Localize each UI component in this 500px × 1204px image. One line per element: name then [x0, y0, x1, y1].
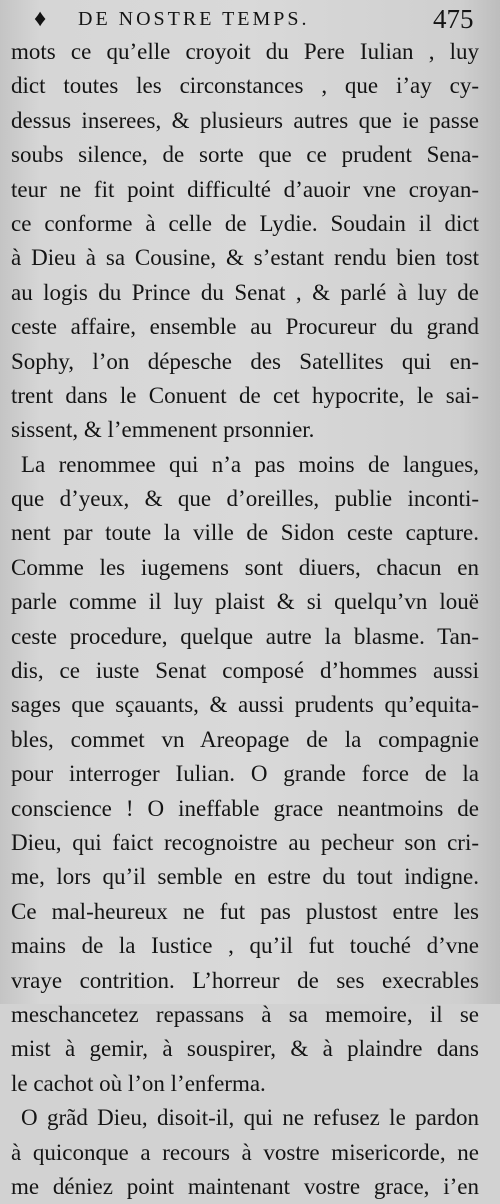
text-line: me déniez point maintenant vostre grace, i’en: [11, 1173, 479, 1199]
text-line: ce conforme à celle de Lydie. Soudain il dict: [11, 210, 479, 236]
paragraph-2: [11, 448, 479, 1101]
text-line: meschancetez repassans à sa memoire, il se: [11, 1001, 479, 1027]
running-title: DE NOSTRE TEMPS.: [78, 8, 310, 30]
text-line: sissent, & l’emmenent prsonnier.: [11, 417, 315, 443]
text-line: trent dans le Conuent de cet hypocrite, le sai-: [11, 382, 479, 408]
text-line: La renommee qui n’a pas moins de langues,: [21, 451, 479, 477]
text-line: que d’yeux, & que d’oreilles, publie inconti-: [11, 486, 479, 512]
text-line: dis, ce iuste Senat composé d’hommes aussi: [11, 658, 479, 684]
text-line: pour interroger Iulian. O grande force de la: [11, 761, 479, 787]
text-line: à quiconque a recours à vostre misericorde, ne: [11, 1139, 479, 1165]
text-line: mains de la Iustice , qu’il fut touché d’vne: [11, 933, 479, 959]
text-line: Dieu, qui faict recognoistre au pecheur son cri-: [11, 829, 479, 855]
text-line: bles, commet vn Areopage de la compagnie: [11, 726, 479, 752]
text-line: ceste affaire, ensemble au Procureur du grand: [11, 314, 479, 340]
paragraph-1: [11, 35, 479, 448]
text-line: mots ce qu’elle croyoit du Pere Iulian , luy: [11, 39, 479, 64]
page-number: 475: [433, 4, 474, 34]
running-header: [0, 4, 500, 38]
body-text: [11, 35, 479, 1204]
text-line: ceste procedure, quelque autre la blasme. Tan-: [11, 623, 479, 649]
text-line: à Dieu à sa Cousine, & s’estant rendu bien tost: [11, 245, 479, 271]
text-line: au logis du Prince du Senat , & parlé à luy de: [11, 279, 479, 305]
text-line: Comme les iugemens sont diuers, chacun en: [11, 554, 479, 580]
text-line: sages que sçauants, & aussi prudents qu’equita-: [11, 692, 479, 718]
text-line: parle comme il luy plaist & si quelqu’vn louë: [11, 589, 479, 615]
text-line: O grãd Dieu, disoit-il, qui ne refusez le pardon: [21, 1105, 479, 1131]
text-line: Ce mal-heureux ne fut pas plustost entre les: [11, 898, 479, 924]
text-line: dessus inserees, & plusieurs autres que ie passe: [11, 107, 479, 133]
text-line: Sophy, l’on dépesche des Satellites qui en-: [11, 348, 479, 374]
text-line: mist à gemir, à souspirer, & à plaindre dans: [11, 1036, 479, 1062]
text-line: dict toutes les circonstances , que i’ay cy-: [11, 73, 479, 99]
text-line: teur ne fit point difficulté d’auoir vne croyan-: [11, 176, 479, 202]
text-line: conscience ! O ineffable grace neantmoins de: [11, 795, 479, 821]
paragraph-3: [11, 1101, 479, 1204]
header-ornament: ♦: [34, 6, 47, 32]
text-line: soubs silence, de sorte que ce prudent Sena-: [11, 142, 479, 168]
text-line: nent par toute la ville de Sidon ceste capture.: [11, 520, 479, 546]
text-line: vraye contrition. L’horreur de ses execrables: [11, 967, 479, 993]
text-line: le cachot où l’on l’enferma.: [11, 1070, 266, 1096]
text-line: me, lors qu’il semble en estre du tout indigne.: [11, 864, 479, 890]
